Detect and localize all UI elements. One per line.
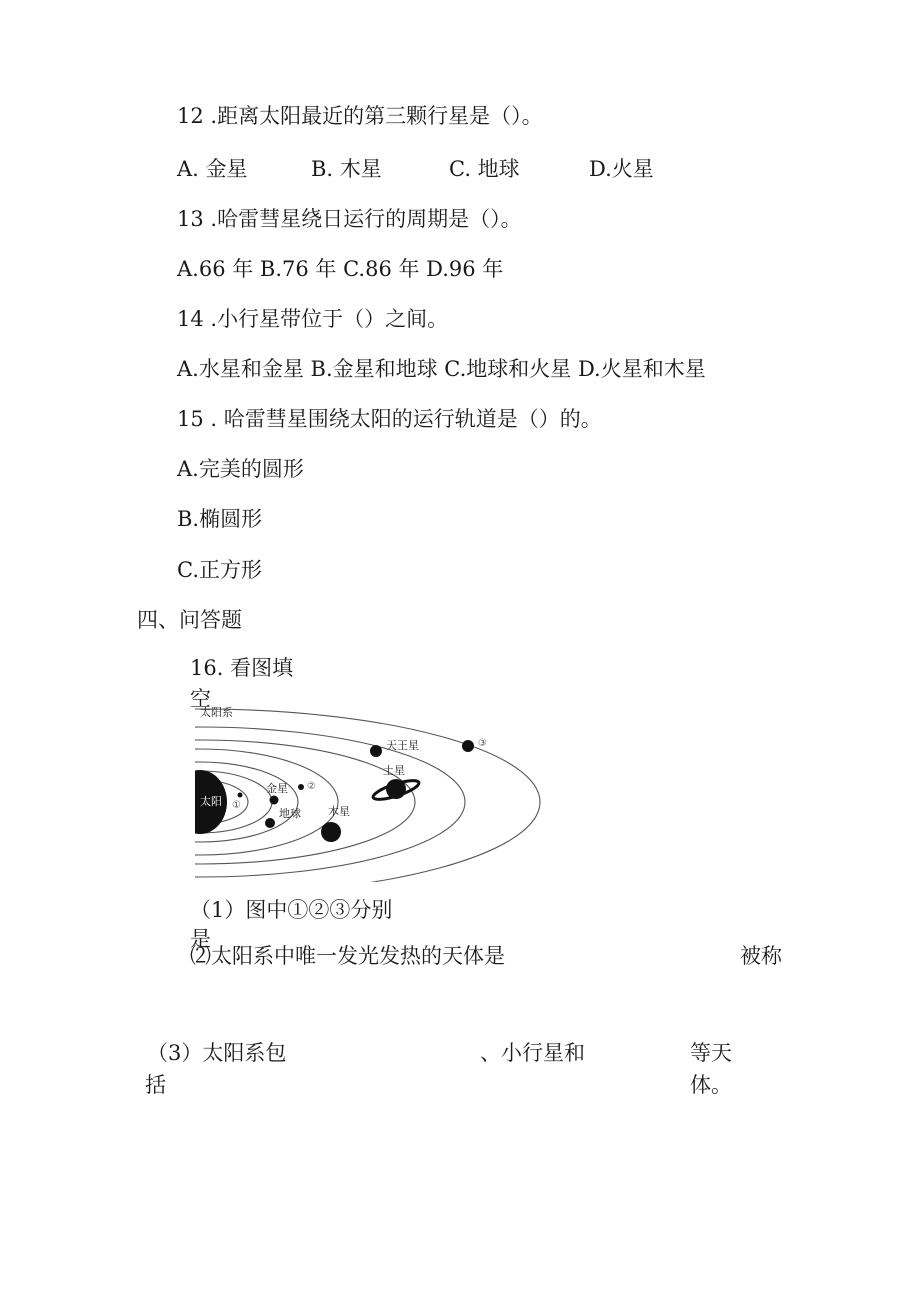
orbit-5	[195, 740, 415, 864]
earth-label: 地球	[279, 807, 301, 820]
q16-sub3-tail-cont: 体。	[690, 1073, 732, 1097]
planet-jupiter	[321, 822, 341, 842]
uranus-label: 天王星	[386, 739, 419, 752]
planet-neptune	[462, 740, 474, 752]
q15-stem: 15 . 哈雷彗星围绕太阳的运行轨道是（）的。	[177, 407, 602, 431]
q14-options: A.水星和金星 B.金星和地球 C.地球和火星 D.火星和木星	[177, 357, 706, 381]
q16-sub1: （1）图中①②③分别	[190, 898, 393, 922]
planet-uranus	[370, 745, 382, 757]
q16-sub3-tail: 等天	[690, 1041, 732, 1065]
planet-mercury	[238, 793, 243, 798]
marker-2: ②	[307, 781, 316, 792]
q16-sub2-tail: 被称	[740, 944, 782, 968]
marker-3: ③	[478, 738, 487, 749]
planet-earth	[265, 818, 275, 828]
q16-sub2: ⑵太阳系中唯一发光发热的天体是	[190, 944, 505, 968]
saturn-label: 土星	[383, 764, 405, 777]
q13-options: A.66 年 B.76 年 C.86 年 D.96 年	[177, 257, 504, 281]
planet-venus	[270, 796, 279, 805]
jupiter-label: 木星	[328, 805, 350, 818]
solar-system-diagram	[195, 690, 545, 882]
planet-mars	[298, 784, 304, 790]
venus-label: 金星	[266, 782, 288, 795]
q12-option-c: C. 地球	[449, 157, 520, 181]
planet-saturn	[386, 779, 406, 799]
q13-stem: 13 .哈雷彗星绕日运行的周期是（）。	[177, 207, 522, 231]
marker-1: ①	[232, 800, 241, 811]
sun-label: 太阳	[200, 795, 222, 808]
q12-option-b: B. 木星	[311, 157, 382, 181]
q16-sub3: （3）太阳系包	[147, 1041, 287, 1065]
q16-stem-cont: 空	[190, 687, 211, 711]
q15-option-a: A.完美的圆形	[177, 457, 304, 481]
q16-sub3-cont: 括	[145, 1073, 166, 1097]
q16-sub1-cont: 是	[190, 927, 211, 951]
orbit-7	[195, 709, 540, 882]
q16-stem: 16. 看图填	[190, 656, 294, 680]
q15-option-c: C.正方形	[177, 558, 262, 582]
q12-option-a: A. 金星	[177, 157, 248, 181]
q12-option-d: D.火星	[589, 157, 654, 181]
diagram-title: 太阳系	[200, 706, 233, 719]
section-heading: 四、问答题	[137, 608, 242, 632]
q16-sub3-mid: 、小行星和	[480, 1041, 585, 1065]
q12-stem: 12 .距离太阳最近的第三颗行星是（）。	[177, 104, 543, 128]
q15-option-b: B.椭圆形	[177, 507, 263, 531]
q14-stem: 14 .小行星带位于（）之间。	[177, 307, 449, 331]
